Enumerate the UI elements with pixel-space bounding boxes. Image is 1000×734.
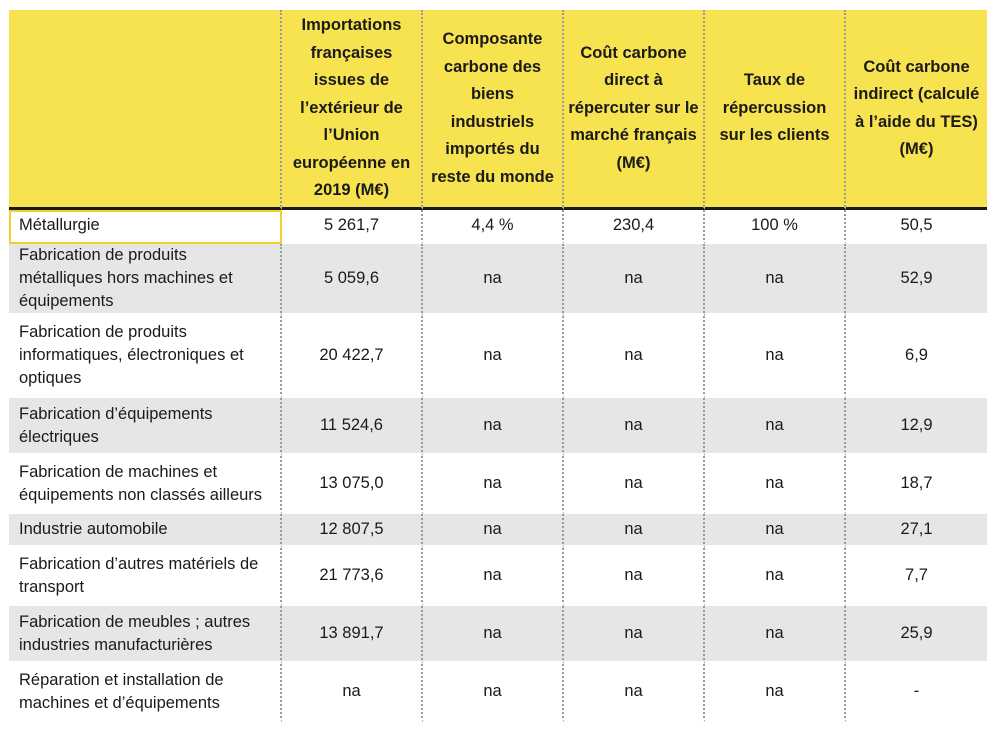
cell-carbon-component[interactable]: na (423, 664, 564, 722)
table-row (9, 456, 987, 514)
cell-carbon-component[interactable]: na (423, 316, 564, 398)
cell-pass-through[interactable]: na (705, 606, 846, 664)
row-label[interactable]: Fabrication de meubles ; autres industries manufacturières (9, 606, 282, 664)
row-label[interactable]: Fabrication de machines et équipements non classés ailleurs (9, 456, 282, 514)
row-label[interactable]: Fabrication de produits métalliques hors machines et équipements (9, 244, 282, 316)
cell-pass-through[interactable]: 100 % (705, 210, 846, 244)
cell-direct-cost[interactable]: na (564, 316, 705, 398)
row-label[interactable]: Réparation et installation de machines et d’équipements (9, 664, 282, 722)
header-imports: Importations françaises issues de l’extérieur de l’Union européenne en 2019 (M€) (282, 10, 423, 210)
cell-pass-through[interactable]: na (705, 456, 846, 514)
header-row (9, 10, 987, 210)
cell-carbon-component[interactable]: na (423, 548, 564, 606)
table-row (9, 548, 987, 606)
table-row (9, 398, 987, 456)
cell-pass-through[interactable]: na (705, 664, 846, 722)
cell-carbon-component[interactable]: 4,4 % (423, 210, 564, 244)
cell-indirect-cost[interactable]: - (846, 664, 987, 722)
cell-direct-cost[interactable]: na (564, 456, 705, 514)
cell-imports[interactable]: 20 422,7 (282, 316, 423, 398)
cell-indirect-cost[interactable]: 52,9 (846, 244, 987, 316)
cell-carbon-component[interactable]: na (423, 244, 564, 316)
cell-imports[interactable]: 12 807,5 (282, 514, 423, 548)
header-pass-through-rate: Taux de répercussion sur les clients (705, 10, 846, 210)
cell-direct-cost[interactable]: na (564, 398, 705, 456)
cell-pass-through[interactable]: na (705, 244, 846, 316)
cell-direct-cost[interactable]: na (564, 548, 705, 606)
carbon-cost-table (9, 10, 987, 722)
cell-indirect-cost[interactable]: 12,9 (846, 398, 987, 456)
cell-carbon-component[interactable]: na (423, 514, 564, 548)
cell-imports[interactable]: 11 524,6 (282, 398, 423, 456)
cell-indirect-cost[interactable]: 50,5 (846, 210, 987, 244)
carbon-cost-table-container (9, 10, 987, 722)
cell-imports[interactable]: 21 773,6 (282, 548, 423, 606)
cell-carbon-component[interactable]: na (423, 398, 564, 456)
table-row (9, 210, 987, 244)
row-label[interactable]: Industrie automobile (9, 514, 282, 548)
cell-direct-cost[interactable]: 230,4 (564, 210, 705, 244)
header-carbon-component: Composante carbone des biens industriels importés du reste du monde (423, 10, 564, 210)
cell-pass-through[interactable]: na (705, 316, 846, 398)
cell-imports[interactable]: 5 261,7 (282, 210, 423, 244)
table-row (9, 244, 987, 316)
cell-direct-cost[interactable]: na (564, 514, 705, 548)
row-label[interactable]: Fabrication d’équipements électriques (9, 398, 282, 456)
header-direct-carbon-cost: Coût carbone direct à répercuter sur le marché français (M€) (564, 10, 705, 210)
row-label[interactable]: Métallurgie (9, 210, 282, 244)
cell-pass-through[interactable]: na (705, 398, 846, 456)
cell-imports[interactable]: 5 059,6 (282, 244, 423, 316)
cell-indirect-cost[interactable]: 6,9 (846, 316, 987, 398)
cell-indirect-cost[interactable]: 18,7 (846, 456, 987, 514)
row-label[interactable]: Fabrication d’autres matériels de transport (9, 548, 282, 606)
header-cell-empty (9, 10, 282, 210)
cell-imports[interactable]: 13 891,7 (282, 606, 423, 664)
cell-indirect-cost[interactable]: 7,7 (846, 548, 987, 606)
cell-direct-cost[interactable]: na (564, 664, 705, 722)
cell-imports[interactable]: 13 075,0 (282, 456, 423, 514)
header-indirect-carbon-cost: Coût carbone indirect (calculé à l’aide du TES) (M€) (846, 10, 987, 210)
row-label[interactable]: Fabrication de produits informatiques, électroniques et optiques (9, 316, 282, 398)
table-row (9, 606, 987, 664)
cell-pass-through[interactable]: na (705, 514, 846, 548)
cell-direct-cost[interactable]: na (564, 606, 705, 664)
cell-imports[interactable]: na (282, 664, 423, 722)
cell-indirect-cost[interactable]: 27,1 (846, 514, 987, 548)
cell-direct-cost[interactable]: na (564, 244, 705, 316)
cell-carbon-component[interactable]: na (423, 456, 564, 514)
table-row (9, 514, 987, 548)
cell-indirect-cost[interactable]: 25,9 (846, 606, 987, 664)
cell-carbon-component[interactable]: na (423, 606, 564, 664)
cell-pass-through[interactable]: na (705, 548, 846, 606)
table-row (9, 316, 987, 398)
table-row (9, 664, 987, 722)
